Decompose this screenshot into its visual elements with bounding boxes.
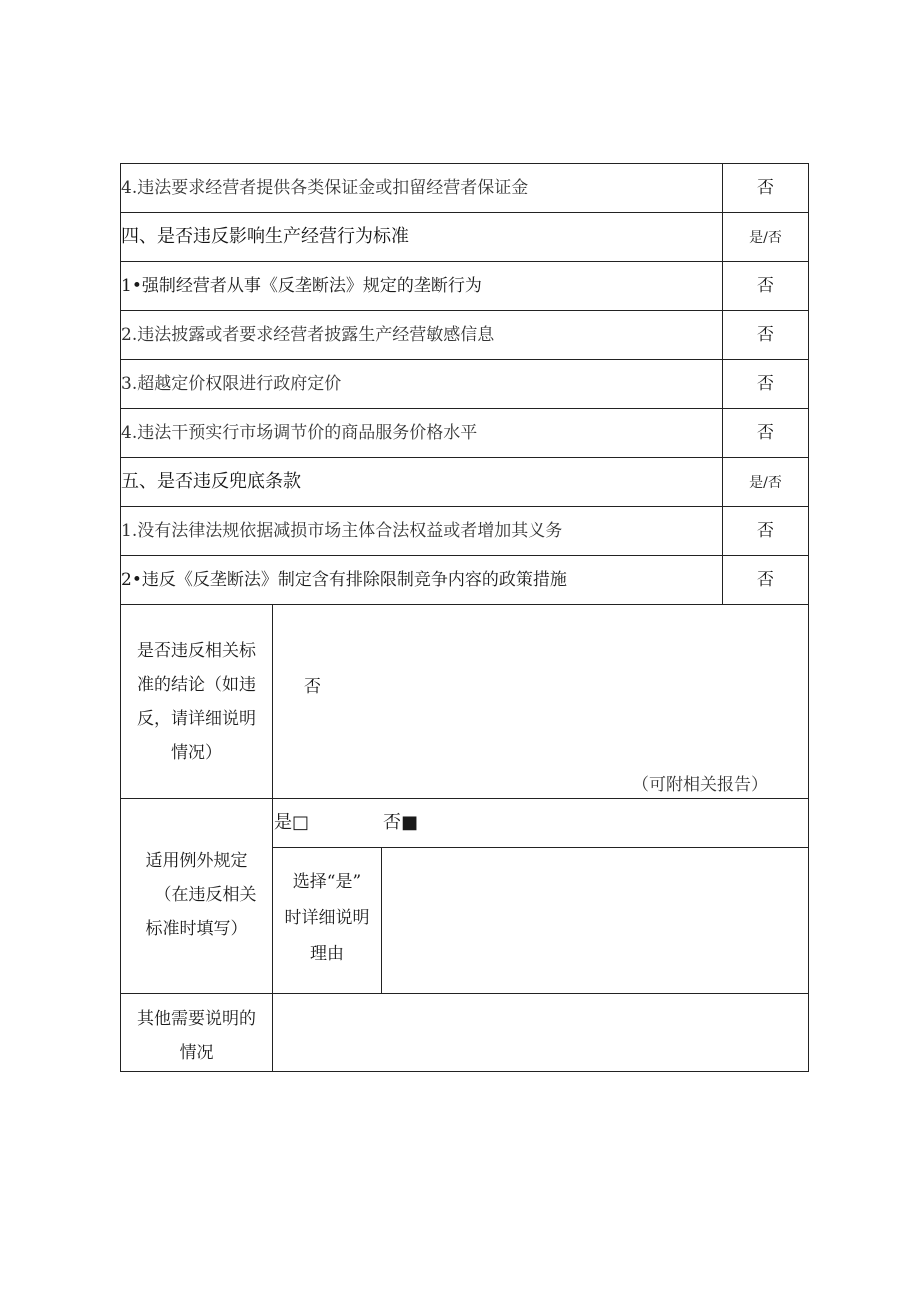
criterion-text: 2.违法披露或者要求经营者披露生产经营敏感信息 <box>121 325 495 345</box>
row-divider <box>120 798 809 799</box>
other-label <box>121 1002 272 1070</box>
answer-header: 是/否 <box>749 230 782 246</box>
criterion-text: 4.违法干预实行市场调节价的商品服务价格水平 <box>121 423 478 443</box>
row-divider <box>120 359 809 360</box>
row-divider <box>120 261 809 262</box>
exception-reason-field[interactable] <box>382 848 808 993</box>
criterion-answer: 否 <box>757 570 774 590</box>
exception-reason-label-line: 理由 <box>310 944 344 964</box>
criterion-answer: 否 <box>757 178 774 198</box>
criterion-text: 2•违反《反垄断法》制定含有排除限制竞争内容的政策措施 <box>121 570 567 590</box>
exception-reason-label-line: 选择“是” <box>292 872 362 892</box>
answer-header: 是/否 <box>749 475 782 491</box>
exception-no-checkbox[interactable]: 否■ <box>383 812 419 833</box>
criterion-text: 3.超越定价权限进行政府定价 <box>121 374 342 394</box>
other-label-line: 其他需要说明的 <box>137 1009 256 1029</box>
conclusion-label-line: 是否违反相关标 <box>137 641 256 661</box>
conclusion-label <box>121 634 272 770</box>
exception-reason-label-line: 时详细说明 <box>284 908 370 928</box>
row-divider <box>120 555 809 556</box>
other-label-line: 情况 <box>179 1043 214 1063</box>
row-divider <box>120 408 809 409</box>
section-title: 四、是否违反影响生产经营行为标准 <box>121 226 409 247</box>
table-border-right <box>808 163 809 1072</box>
row-divider <box>120 506 809 507</box>
criterion-answer: 否 <box>757 325 774 345</box>
exception-label <box>121 844 272 946</box>
exception-label-line: 适用例外规定 <box>145 851 248 871</box>
row-divider <box>120 604 809 605</box>
conclusion-value[interactable]: 否 <box>304 677 321 697</box>
row-divider <box>120 310 809 311</box>
exception-yes-checkbox[interactable]: 是□ <box>274 812 310 833</box>
criterion-answer: 否 <box>757 423 774 443</box>
criterion-text: 1.没有法律法规依据减损市场主体合法权益或者增加其义务 <box>121 521 563 541</box>
section-title: 五、是否违反兜底条款 <box>121 471 301 492</box>
conclusion-label-line: 反，请详细说明 <box>137 709 256 729</box>
criterion-answer: 否 <box>757 521 774 541</box>
row-divider <box>120 457 809 458</box>
conclusion-label-line: 情况） <box>171 743 222 763</box>
conclusion-label-line: 准的结论（如违 <box>137 675 256 695</box>
conclusion-note: （可附相关报告） <box>632 775 768 795</box>
exception-reason-label <box>273 864 381 972</box>
criterion-text: 4.违法要求经营者提供各类保证金或扣留经营者保证金 <box>121 178 529 198</box>
other-field[interactable] <box>273 994 808 1071</box>
exception-label-line: 标准时填写） <box>145 919 248 939</box>
row-divider <box>120 212 809 213</box>
criterion-answer: 否 <box>757 276 774 296</box>
criterion-answer: 否 <box>757 374 774 394</box>
exception-label-line: （在违反相关 <box>154 885 257 905</box>
criterion-text: 1•强制经营者从事《反垄断法》规定的垄断行为 <box>121 276 482 296</box>
table-border-bottom <box>120 1071 809 1072</box>
table-border-top <box>120 163 809 164</box>
